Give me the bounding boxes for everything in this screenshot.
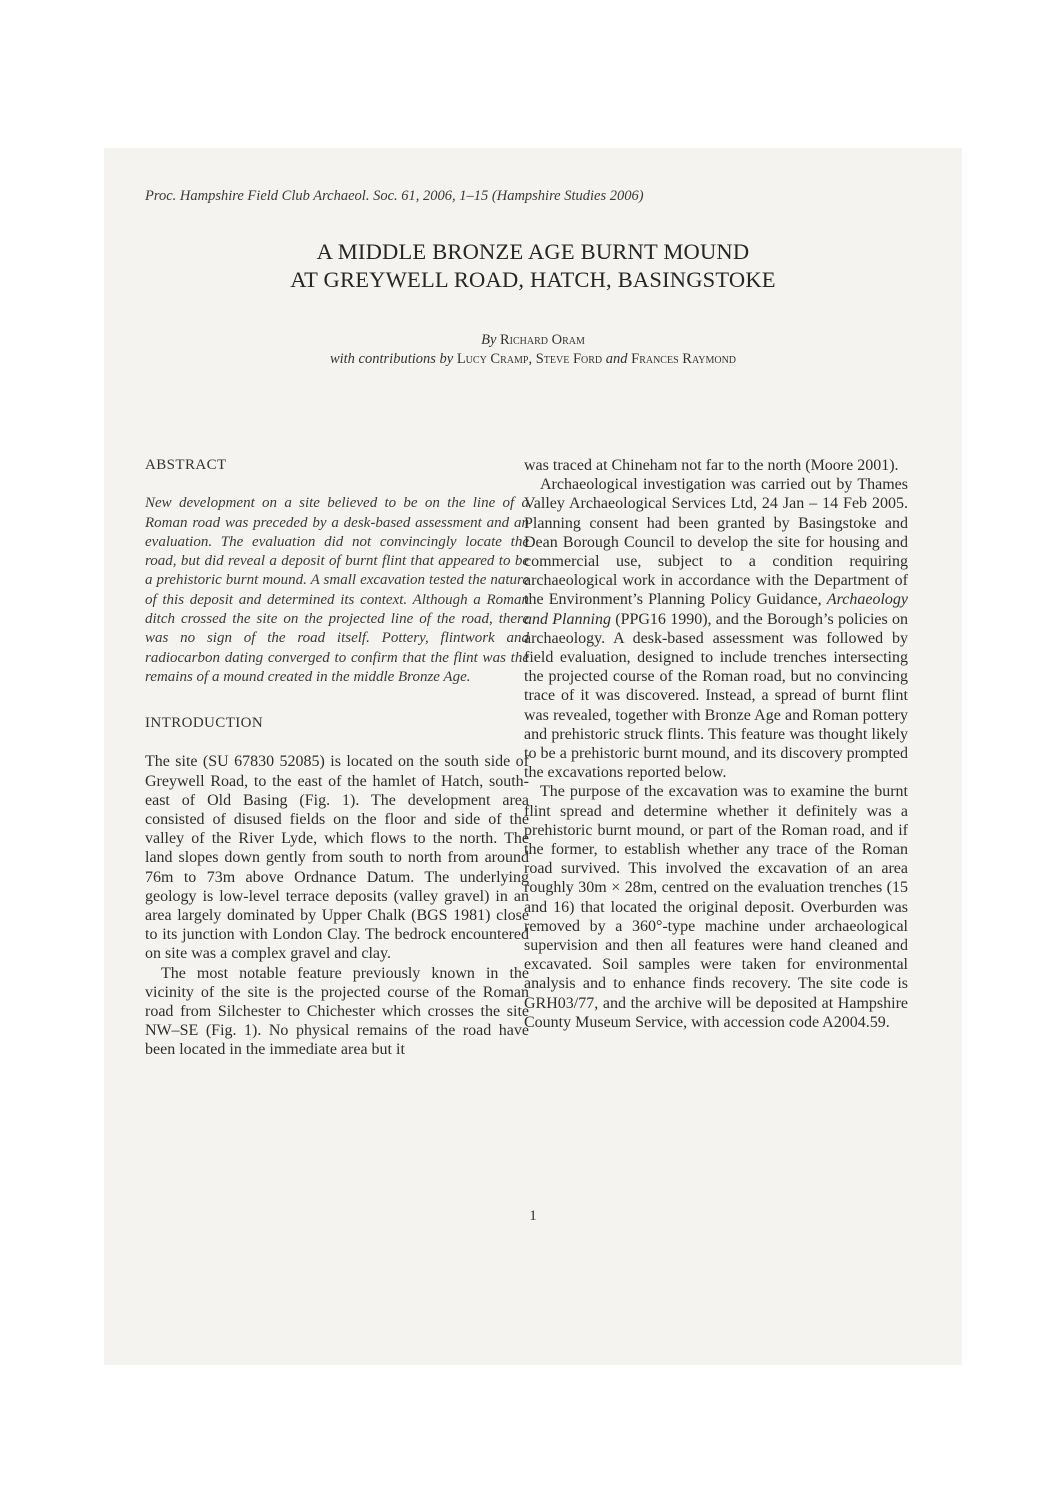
intro-paragraph-1: The site (SU 67830 52085) is located on the south side of Greywell Road, to the east of the hamlet of Hatch, south-east of Old Basing (Fig. 1). The development area consisted of disused fields on the floor and side of the valley of the River Lyde, which flows to the north. The land slopes down gently from south to north from around 76m to 73m above Ordnance Datum. The underlying geology is low-level terrace deposits (valley gravel) in an area largely dominated by Upper Chalk (BGS 1981) close to its junction with London Clay. The bedrock encountered on site was a complex gravel and clay. <box>145 753 529 963</box>
intro-paragraph-3-part-a: Archaeological investigation was carried out by Thames Valley Archaeological Services Ltd, 24 Jan – 14 Feb 2005. Planning consent had been granted by Basingstoke and Dean Borough Council to develop the site for housing and commercial use, subject to a condition requiring archaeological work in accordance with the Department of the Environment’s Planning Policy Guidance, <box>524 476 908 609</box>
abstract-text: New development on a site believed to be on the line of a Roman road was preceded by a desk-based assessment and an evaluation. The evaluation did not convincingly locate the road, but did reveal a deposit of burnt flint that appeared to be a prehistoric burnt mound. A small excavation tested the nature of this deposit and determined its context. Although a Roman ditch crossed the site on the projected line of the road, there was no sign of the road itself. Pottery, flintwork and radiocarbon dating converged to confirm that the flint was the remains of a mound created in the middle Bronze Age. <box>145 495 529 685</box>
contributions-label: with contributions by <box>329 351 454 367</box>
ppg16-title: Archaeology and Planning <box>524 591 909 628</box>
intro-paragraph-2: The most notable feature previously known in the vicinity of the site is the projected course of the Roman road from Silchester to Chichester which crosses the site NW–SE (Fig. 1). No physical remains of the road have been located in the immediate area but it <box>145 964 529 1059</box>
contributor-3: Frances Raymond <box>631 351 737 367</box>
contributor-1: Lucy Cramp <box>456 351 529 367</box>
intro-paragraph-2-continued: was traced at Chineham not far to the north (Moore 2001). <box>524 457 899 474</box>
author-line <box>104 331 962 350</box>
contributor-separator: , <box>528 351 533 367</box>
by-label: By <box>481 332 497 348</box>
page-number: 1 <box>529 1208 537 1224</box>
author-name: Richard Oram <box>500 332 585 348</box>
abstract-heading: ABSTRACT <box>145 457 227 473</box>
and-label: and <box>605 351 628 367</box>
contributors-line <box>104 350 962 369</box>
right-column <box>524 456 908 1032</box>
intro-paragraph-3-part-b: (PPG16 1990), and the Borough’s policies on archaeology. A desk-based assessment was followed by field evaluation, designed to include trenches intersecting the projected course of the Roman road, but no convincing trace of it was discovered. Instead, a spread of burnt flint was revealed, together with Bronze Age and Roman pottery and prehistoric struck flints. This feature was thought likely to be a prehistoric burnt mound, and its discovery prompted the excavations reported below. <box>524 610 909 782</box>
intro-paragraph-3 <box>524 475 908 782</box>
introduction-heading: INTRODUCTION <box>145 715 264 732</box>
article-title <box>104 238 962 294</box>
intro-paragraph-4: The purpose of the excavation was to examine the burnt flint spread and determine whether it definitely was a prehistoric burnt mound, or part of the Roman road, and if the former, to establish whether any trace of the Roman road survived. This involved the excavation of an area roughly 30m × 28m, centred on the evaluation trenches (15 and 16) that located the original deposit. Overburden was removed by a 360°-type machine under archaeological supervision and then all features were hand cleaned and excavated. Soil samples were taken for environmental analysis and to enhance finds recovery. The site code is GRH03/77, and the archive will be deposited at Hampshire County Museum Service, with accession code A2004.59. <box>524 783 908 1031</box>
running-head: Proc. Hampshire Field Club Archaeol. Soc. 61, 2006, 1–15 (Hampshire Studies 2006) <box>145 188 644 204</box>
title-line-2: AT GREYWELL ROAD, HATCH, BASINGSTOKE <box>290 267 776 292</box>
journal-page <box>104 148 962 1365</box>
title-line-1: A MIDDLE BRONZE AGE BURNT MOUND <box>316 239 750 264</box>
contributor-2: Steve Ford <box>535 351 603 367</box>
byline <box>104 331 962 369</box>
left-column <box>145 456 529 1060</box>
